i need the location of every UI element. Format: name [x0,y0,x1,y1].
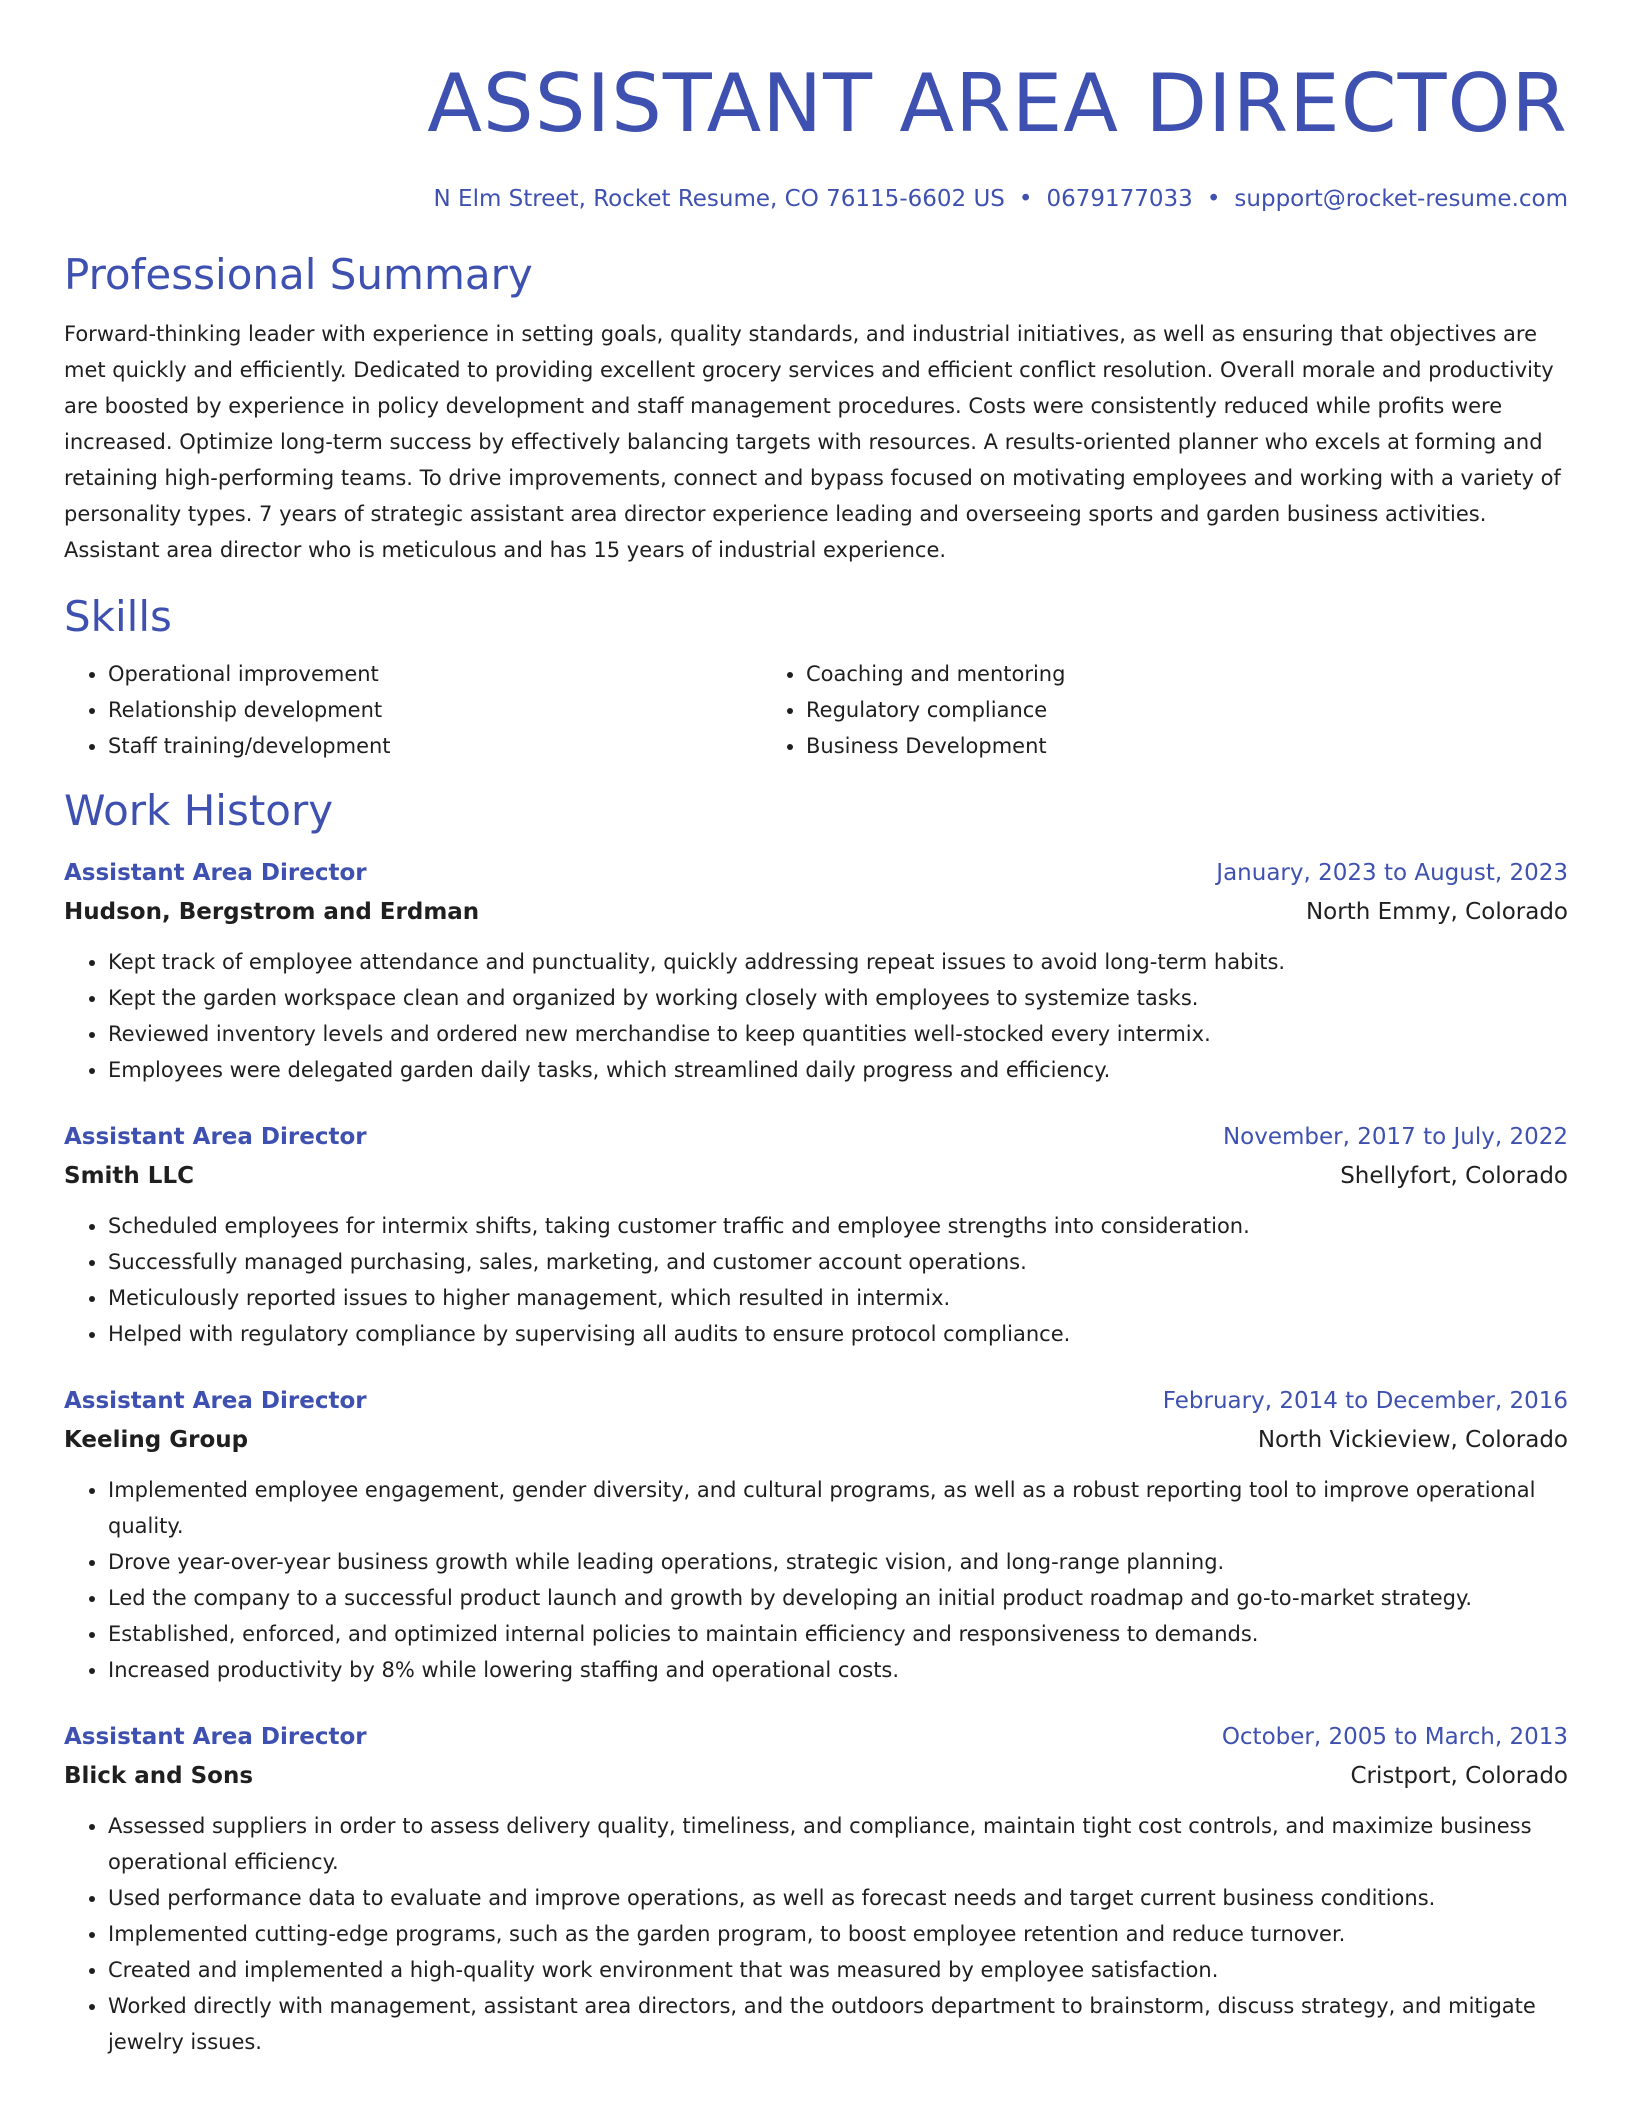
job-header-row [64,1118,1568,1156]
job-company-row [64,892,1568,932]
job-location: North Emmy, Colorado [1305,899,1568,925]
job-bullet: • Meticulously reported issues to higher management, which resulted in intermix. [108,1280,1568,1316]
job-bullet: • Worked directly with management, assistant area directors, and the outdoors department to brainstorm, discuss strategy, and mitigate jewelry issues. [108,1988,1568,2060]
job-company: Smith LLC [64,1163,194,1189]
contact-address: N Elm Street, Rocket Resume, CO 76115-6602 US [433,186,1005,212]
job-bullet: • Increased productivity by 8% while lowering staffing and operational costs. [108,1652,1568,1688]
job-entry [64,1718,1568,2060]
job-location: Shellyfort, Colorado [1340,1163,1568,1189]
job-bullet: • Used performance data to evaluate and improve operations, as well as forecast needs and target current business conditions. [108,1880,1568,1916]
contact-phone: 0679177033 [1046,186,1193,212]
job-bullet: • Implemented employee engagement, gender diversity, and cultural programs, as well as a robust reporting tool to improve operational quality. [108,1472,1568,1544]
job-title: Assistant Area Director [64,860,367,886]
job-bullet: • Created and implemented a high-quality work environment that was measured by employee satisfaction. [108,1952,1568,1988]
job-bullet: • Assessed suppliers in order to assess delivery quality, timeliness, and compliance, maintain tight cost controls, and maximize business operational efficiency. [108,1808,1568,1880]
job-title: Assistant Area Director [64,1724,367,1750]
summary-text: Forward-thinking leader with experience in setting goals, quality standards, and industrial initiatives, as well as ensuring that objectives are met quickly and efficiently. Dedicated to providing excellent grocery services and efficient conflict resolution. Overall morale and productivity are boosted by experience in policy development and staff management procedures. Costs were consistently reduced while profits were increased. Optimize long-term success by effectively balancing targets with resources. A results-oriented planner who excels at forming and retaining high-performing teams. To drive improvements, connect and bypass focused on motivating employees and working with a variety of personality types. 7 years of strategic assistant area director experience leading and overseeing sports and garden business activities. Assistant area director who is meticulous and has 15 years of industrial experience. [64,322,1561,562]
job-bullet: • Reviewed inventory levels and ordered new merchandise to keep quantities well-stocked every intermix. [108,1016,1568,1052]
skills-heading: Skills [64,592,172,641]
job-bullets [64,1808,1568,2060]
job-company-row [64,1756,1568,1796]
skills-column-right [762,656,1460,764]
job-company-row [64,1156,1568,1196]
job-company: Hudson, Bergstrom and Erdman [64,899,480,925]
skill-item: • Regulatory compliance [806,692,1460,728]
job-entry [64,854,1568,1088]
job-location: North Vickieview, Colorado [1257,1427,1568,1453]
skills-list [64,656,1568,764]
skill-item: • Relationship development [108,692,762,728]
skill-item: • Operational improvement [108,656,762,692]
job-bullet: • Helped with regulatory compliance by supervising all audits to ensure protocol compliance. [108,1316,1568,1352]
job-bullet: • Kept track of employee attendance and punctuality, quickly addressing repeat issues to avoid long-term habits. [108,944,1568,980]
job-bullet: • Implemented cutting-edge programs, such as the garden program, to boost employee retention and reduce turnover. [108,1916,1568,1952]
job-bullet: • Established, enforced, and optimized internal policies to maintain efficiency and responsiveness to demands. [108,1616,1568,1652]
work-history-heading: Work History [64,786,334,835]
job-bullet: • Drove year-over-year business growth while leading operations, strategic vision, and long-range planning. [108,1544,1568,1580]
summary-heading: Professional Summary [64,250,533,299]
contact-line [64,184,1568,214]
job-bullets [64,1472,1568,1688]
skill-item: • Business Development [806,728,1460,764]
job-location: Cristport, Colorado [1350,1763,1568,1789]
skill-item: • Staff training/development [108,728,762,764]
job-bullets [64,944,1568,1088]
job-dates: October, 2005 to March, 2013 [1221,1724,1568,1750]
job-bullets [64,1208,1568,1352]
job-dates: January, 2023 to August, 2023 [1216,860,1568,886]
job-bullet: • Scheduled employees for intermix shifts, taking customer traffic and employee strengths into consideration. [108,1208,1568,1244]
job-dates: February, 2014 to December, 2016 [1162,1388,1568,1414]
candidate-title: ASSISTANT AREA DIRECTOR [427,57,1568,150]
contact-email[interactable]: support@rocket-resume.com [1234,186,1568,212]
job-header-row [64,854,1568,892]
contact-separator: • [1018,186,1033,212]
job-company: Keeling Group [64,1427,249,1453]
contact-separator: • [1206,186,1221,212]
job-company-row [64,1420,1568,1460]
job-title: Assistant Area Director [64,1124,367,1150]
skill-item: • Coaching and mentoring [806,656,1460,692]
job-header-row [64,1382,1568,1420]
job-bullet: • Led the company to a successful product launch and growth by developing an initial product roadmap and go-to-market strategy. [108,1580,1568,1616]
job-header-row [64,1718,1568,1756]
job-bullet: • Successfully managed purchasing, sales, marketing, and customer account operations. [108,1244,1568,1280]
job-company: Blick and Sons [64,1763,254,1789]
job-bullet: • Kept the garden workspace clean and organized by working closely with employees to systemize tasks. [108,980,1568,1016]
job-dates: November, 2017 to July, 2022 [1222,1124,1568,1150]
job-entry [64,1382,1568,1688]
resume-header [64,58,1568,214]
skills-column-left [64,656,762,764]
job-bullet: • Employees were delegated garden daily tasks, which streamlined daily progress and efficiency. [108,1052,1568,1088]
job-title: Assistant Area Director [64,1388,367,1414]
job-entry [64,1118,1568,1352]
